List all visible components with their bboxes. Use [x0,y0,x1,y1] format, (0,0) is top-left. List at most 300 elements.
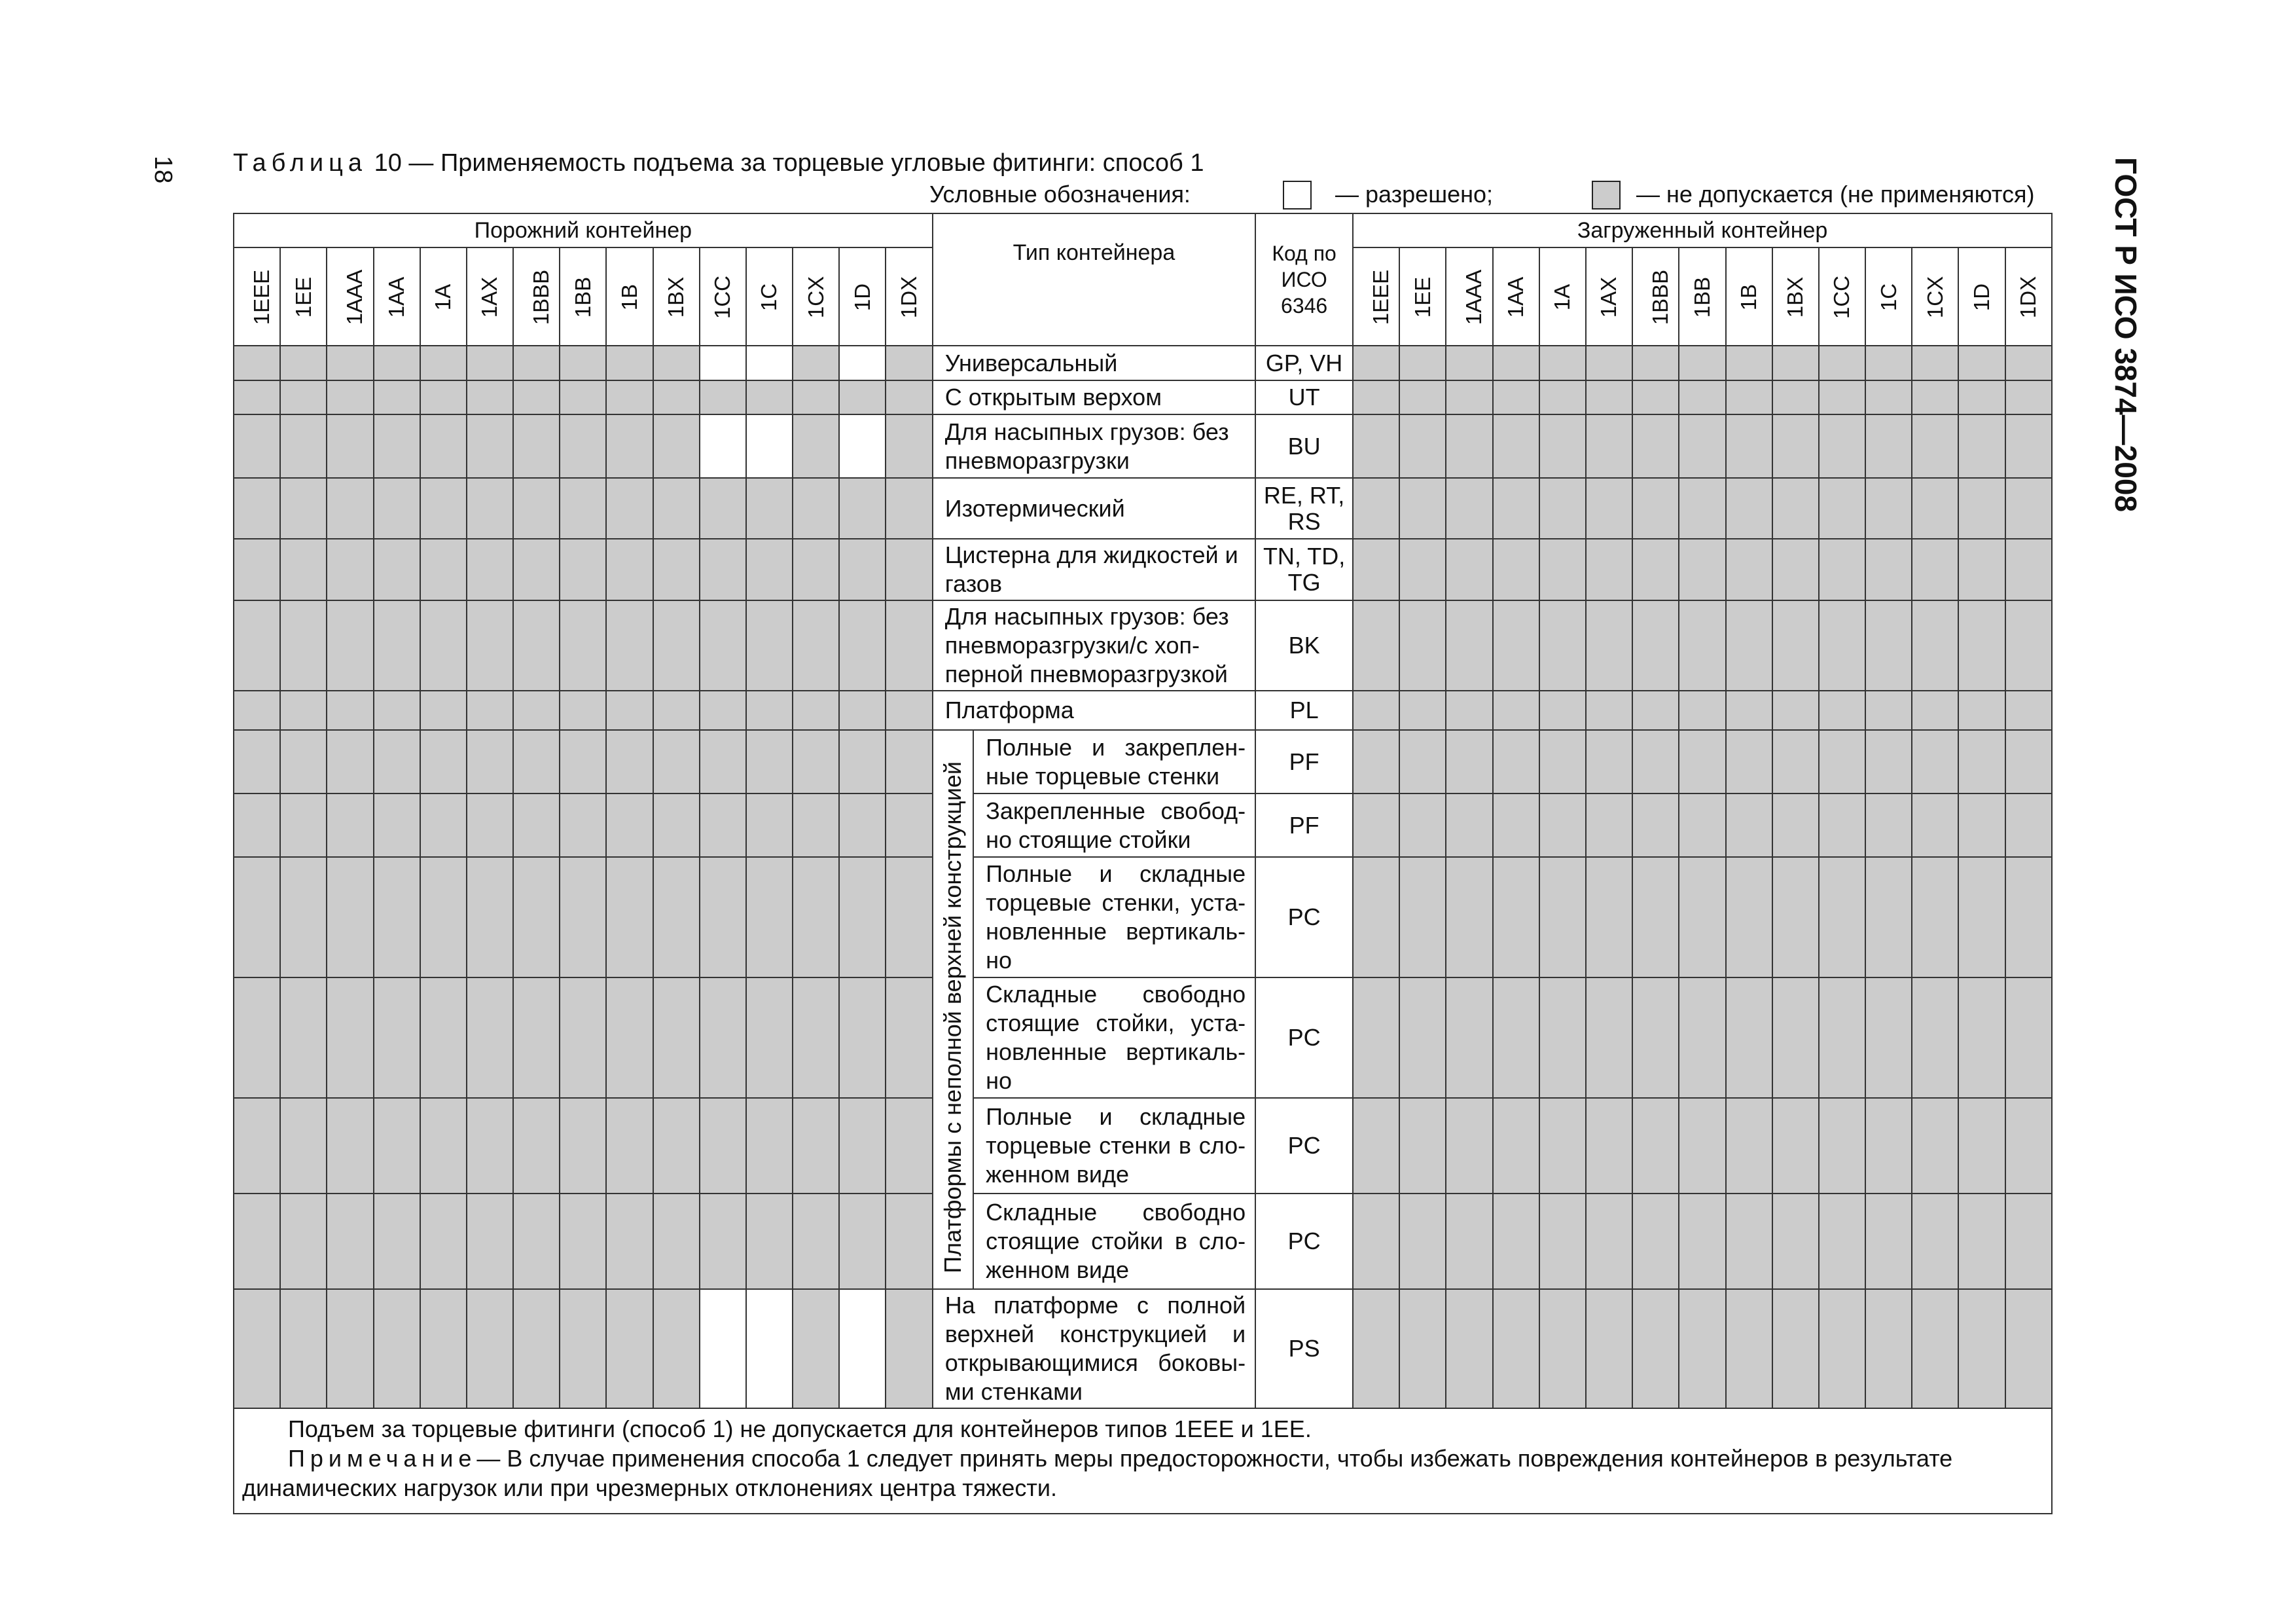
not-allowed-cell [839,1194,886,1289]
not-allowed-cell [1586,600,1632,691]
not-allowed-cell [467,793,513,857]
code-label: 1CX [1922,276,1947,319]
table-header-row-1 [234,213,2052,247]
iso-header-line-1: Код по [1272,242,1336,265]
not-allowed-cell [327,380,373,414]
table-caption [233,149,1204,177]
legend-allowed-swatch [1283,181,1312,210]
empty-code-header [606,247,653,346]
not-allowed-cell [1679,1098,1725,1194]
not-allowed-cell [1586,730,1632,793]
not-allowed-cell [1679,478,1725,539]
loaded-code-header [1586,247,1632,346]
not-allowed-cell [2005,691,2052,730]
applicability-table [233,213,2053,1514]
allowed-cell [746,1289,793,1408]
empty-code-header [886,247,932,346]
not-allowed-cell [746,857,793,977]
note-paragraph [242,1444,2043,1503]
not-allowed-cell [280,1194,327,1289]
not-allowed-cell [1539,346,1586,380]
not-allowed-cell [1772,380,1819,414]
not-allowed-cell [793,793,839,857]
not-allowed-cell [1446,600,1492,691]
not-allowed-cell [606,1194,653,1289]
not-allowed-cell [886,600,932,691]
not-allowed-cell [1958,730,2005,793]
iso-code: UT [1255,380,1353,414]
not-allowed-cell [2005,1098,2052,1194]
not-allowed-cell [560,793,606,857]
not-allowed-cell [560,977,606,1098]
not-allowed-cell [420,1098,467,1194]
not-allowed-cell [1399,691,1446,730]
not-allowed-cell [839,793,886,857]
not-allowed-cell [886,478,932,539]
not-allowed-cell [1632,730,1679,793]
not-allowed-cell [1539,539,1586,600]
not-allowed-cell [1586,1194,1632,1289]
not-allowed-cell [839,600,886,691]
not-allowed-cell [234,1098,280,1194]
empty-code-header [746,247,793,346]
not-allowed-cell [653,478,700,539]
container-type: С открытым верхом [933,380,1255,414]
loaded-code-header [1399,247,1446,346]
loaded-code-header [1912,247,1958,346]
loaded-container-header: Загруженный контейнер [1353,213,2052,247]
not-allowed-cell [1353,1289,1399,1408]
legend-title: Условные обозначения: [929,181,1191,208]
not-allowed-cell [839,1098,886,1194]
not-allowed-cell [1726,600,1772,691]
not-allowed-cell [653,1098,700,1194]
loaded-code-header [1539,247,1586,346]
not-allowed-cell [1446,857,1492,977]
not-allowed-cell [1493,380,1539,414]
not-allowed-cell [1586,857,1632,977]
code-label: 1A [431,283,456,311]
not-allowed-cell [1493,691,1539,730]
not-allowed-cell [1726,346,1772,380]
not-allowed-cell [280,793,327,857]
table-notes [234,1408,2052,1514]
not-allowed-cell [420,977,467,1098]
iso-code: PC [1255,857,1353,977]
empty-code-header [234,247,280,346]
not-allowed-cell [1772,793,1819,857]
not-allowed-cell [1958,1098,2005,1194]
not-allowed-cell [606,1289,653,1408]
not-allowed-cell [1726,1098,1772,1194]
loaded-code-header [1679,247,1725,346]
not-allowed-cell [793,600,839,691]
empty-code-header [560,247,606,346]
document-id: ГОСТ Р ИСО 3874—2008 [2109,157,2143,513]
not-allowed-cell [420,730,467,793]
not-allowed-cell [374,380,420,414]
iso-code: TN, TD, TG [1255,539,1353,600]
not-allowed-cell [746,380,793,414]
not-allowed-cell [1539,478,1586,539]
not-allowed-cell [280,857,327,977]
not-allowed-cell [1539,977,1586,1098]
not-allowed-cell [653,730,700,793]
iso-header-line-2: ИСО [1281,268,1327,291]
not-allowed-cell [513,977,560,1098]
code-label: 1AA [384,276,409,318]
not-allowed-cell [467,346,513,380]
not-allowed-cell [467,600,513,691]
not-allowed-cell [1912,793,1958,857]
iso-code: RE, RT, RS [1255,478,1353,539]
not-allowed-cell [1632,380,1679,414]
not-allowed-cell [1679,857,1725,977]
not-allowed-cell [700,857,746,977]
not-allowed-cell [1679,539,1725,600]
not-allowed-cell [1912,539,1958,600]
not-allowed-cell [1819,1098,1865,1194]
not-allowed-cell [1726,977,1772,1098]
not-allowed-cell [1865,539,1912,600]
not-allowed-cell [2005,730,2052,793]
not-allowed-cell [234,414,280,478]
table-row [234,539,2052,600]
empty-code-header [374,247,420,346]
not-allowed-cell [327,1098,373,1194]
table-row [234,793,2052,857]
not-allowed-cell [1586,346,1632,380]
not-allowed-cell [746,600,793,691]
code-label: 1C [1876,283,1901,312]
not-allowed-cell [1865,730,1912,793]
table-row [234,346,2052,380]
not-allowed-cell [1586,1098,1632,1194]
not-allowed-cell [1772,857,1819,977]
not-allowed-cell [1586,478,1632,539]
code-label: 1C [757,283,781,312]
not-allowed-cell [280,1098,327,1194]
not-allowed-cell [606,414,653,478]
not-allowed-cell [839,380,886,414]
not-allowed-cell [467,857,513,977]
not-allowed-cell [1865,380,1912,414]
not-allowed-cell [1912,414,1958,478]
not-allowed-cell [1819,1289,1865,1408]
not-allowed-cell [1493,857,1539,977]
not-allowed-cell [1772,346,1819,380]
not-allowed-cell [653,1194,700,1289]
not-allowed-cell [560,1289,606,1408]
not-allowed-cell [327,691,373,730]
iso-header-line-3: 6346 [1281,294,1328,318]
not-allowed-cell [1586,414,1632,478]
container-type: Складные свободно стоящие стойки, уста-новленные вертикаль-но [973,977,1255,1098]
not-allowed-cell [420,793,467,857]
not-allowed-cell [793,691,839,730]
not-allowed-cell [513,793,560,857]
loaded-code-header [1958,247,2005,346]
code-label: 1D [1969,283,1994,312]
not-allowed-cell [700,539,746,600]
not-allowed-cell [1865,1289,1912,1408]
legend-allowed-label: — разрешено; [1335,181,1493,208]
not-allowed-cell [1819,414,1865,478]
not-allowed-cell [700,380,746,414]
loaded-code-header [1493,247,1539,346]
code-label: 1EE [1410,276,1435,318]
container-type: Закрепленные свобод-но стоящие стойки [973,793,1255,857]
not-allowed-cell [234,539,280,600]
not-allowed-cell [746,730,793,793]
not-allowed-cell [1772,1194,1819,1289]
not-allowed-cell [1493,346,1539,380]
not-allowed-cell [1958,346,2005,380]
not-allowed-cell [2005,380,2052,414]
allowed-cell [746,346,793,380]
not-allowed-cell [513,857,560,977]
code-label: 1AAA [1462,269,1486,325]
not-allowed-cell [653,346,700,380]
not-allowed-cell [1958,793,2005,857]
not-allowed-cell [1632,346,1679,380]
not-allowed-cell [374,977,420,1098]
not-allowed-cell [1539,414,1586,478]
note-restriction: Подъем за торцевые фитинги (способ 1) не допускается для контейнеров типов 1EEE и 1EE. [288,1415,1312,1442]
not-allowed-cell [1912,730,1958,793]
not-allowed-cell [560,539,606,600]
not-allowed-cell [1353,414,1399,478]
not-allowed-cell [793,478,839,539]
not-allowed-cell [653,414,700,478]
not-allowed-cell [280,414,327,478]
not-allowed-cell [1772,691,1819,730]
code-label: 1AA [1503,276,1528,318]
not-allowed-cell [327,793,373,857]
not-allowed-cell [513,414,560,478]
loaded-code-header [1632,247,1679,346]
not-allowed-cell [1539,793,1586,857]
not-allowed-cell [1772,730,1819,793]
code-label: 1BX [664,276,689,318]
not-allowed-cell [1912,691,1958,730]
not-allowed-cell [1632,414,1679,478]
not-allowed-cell [374,414,420,478]
not-allowed-cell [1353,793,1399,857]
not-allowed-cell [1353,380,1399,414]
not-allowed-cell [1493,600,1539,691]
not-allowed-cell [280,600,327,691]
not-allowed-cell [1353,691,1399,730]
empty-code-header [420,247,467,346]
not-allowed-cell [1958,380,2005,414]
table-row [234,380,2052,414]
iso-code-header [1255,213,1353,346]
not-allowed-cell [1399,380,1446,414]
not-allowed-cell [793,539,839,600]
not-allowed-cell [1912,478,1958,539]
table-row [234,730,2052,793]
code-label: 1BBB [529,269,554,325]
loaded-code-header [1865,247,1912,346]
code-label: 1B [617,283,641,311]
not-allowed-cell [1632,1098,1679,1194]
empty-code-header [280,247,327,346]
not-allowed-cell [1399,977,1446,1098]
not-allowed-cell [606,346,653,380]
not-allowed-cell [1726,1289,1772,1408]
not-allowed-cell [1726,793,1772,857]
not-allowed-cell [1539,1194,1586,1289]
page-number: 18 [149,156,177,184]
container-type: На платформе с полной верхней конструкцией и открывающимися боковы-ми стенками [933,1289,1255,1408]
not-allowed-cell [746,539,793,600]
not-allowed-cell [1865,346,1912,380]
not-allowed-cell [1772,414,1819,478]
not-allowed-cell [1865,478,1912,539]
not-allowed-cell [327,857,373,977]
not-allowed-cell [700,1098,746,1194]
not-allowed-cell [2005,977,2052,1098]
not-allowed-cell [1399,414,1446,478]
empty-code-header [839,247,886,346]
not-allowed-cell [606,1098,653,1194]
not-allowed-cell [560,1194,606,1289]
not-allowed-cell [513,1289,560,1408]
not-allowed-cell [1958,1194,2005,1289]
not-allowed-cell [2005,414,2052,478]
iso-code: PF [1255,793,1353,857]
not-allowed-cell [1493,1289,1539,1408]
empty-code-header [467,247,513,346]
code-label: 1EEE [249,269,274,325]
not-allowed-cell [1726,1194,1772,1289]
not-allowed-cell [606,793,653,857]
not-allowed-cell [1772,539,1819,600]
iso-code: PL [1255,691,1353,730]
not-allowed-cell [1679,380,1725,414]
not-allowed-cell [513,346,560,380]
not-allowed-cell [467,1289,513,1408]
not-allowed-cell [1912,346,1958,380]
not-allowed-cell [1399,730,1446,793]
container-type: Полные и закреплен-ные торцевые стенки [973,730,1255,793]
not-allowed-cell [1958,600,2005,691]
not-allowed-cell [700,793,746,857]
not-allowed-cell [1353,539,1399,600]
not-allowed-cell [1539,730,1586,793]
container-type: Полные и складные торцевые стенки, уста-новленные вертикаль-но [973,857,1255,977]
not-allowed-cell [1632,1194,1679,1289]
not-allowed-cell [1399,1289,1446,1408]
not-allowed-cell [467,730,513,793]
not-allowed-cell [1493,730,1539,793]
not-allowed-cell [467,380,513,414]
not-allowed-cell [1679,691,1725,730]
not-allowed-cell [513,539,560,600]
not-allowed-cell [746,1098,793,1194]
not-allowed-cell [1819,478,1865,539]
not-allowed-cell [280,691,327,730]
not-allowed-cell [839,857,886,977]
not-allowed-cell [1679,730,1725,793]
code-label: 1AAA [342,269,367,325]
not-allowed-cell [2005,346,2052,380]
not-allowed-cell [2005,793,2052,857]
not-allowed-cell [653,977,700,1098]
container-type: Для насыпных грузов: без пневморазгрузки/с хоп-перной пневморазгрузкой [933,600,1255,691]
not-allowed-cell [1399,1194,1446,1289]
not-allowed-cell [327,730,373,793]
not-allowed-cell [606,380,653,414]
not-allowed-cell [1912,1194,1958,1289]
not-allowed-cell [1539,1098,1586,1194]
not-allowed-cell [280,478,327,539]
not-allowed-cell [653,1289,700,1408]
not-allowed-cell [234,793,280,857]
not-allowed-cell [606,977,653,1098]
empty-code-header [513,247,560,346]
not-allowed-cell [1958,414,2005,478]
code-label: 1EE [291,276,315,318]
not-allowed-cell [327,414,373,478]
not-allowed-cell [280,380,327,414]
not-allowed-cell [700,730,746,793]
not-allowed-cell [560,414,606,478]
not-allowed-cell [1353,857,1399,977]
not-allowed-cell [234,478,280,539]
not-allowed-cell [2005,1194,2052,1289]
not-allowed-cell [1772,1098,1819,1194]
not-allowed-cell [653,691,700,730]
not-allowed-cell [1446,977,1492,1098]
not-allowed-cell [374,1098,420,1194]
code-label: 1EEE [1369,269,1393,325]
not-allowed-cell [1586,691,1632,730]
not-allowed-cell [793,730,839,793]
not-allowed-cell [1772,1289,1819,1408]
not-allowed-cell [1958,478,2005,539]
not-allowed-cell [327,977,373,1098]
table-row [234,691,2052,730]
not-allowed-cell [374,346,420,380]
not-allowed-cell [1632,857,1679,977]
not-allowed-cell [2005,857,2052,977]
not-allowed-cell [1679,600,1725,691]
not-allowed-cell [1586,977,1632,1098]
not-allowed-cell [1912,1098,1958,1194]
not-allowed-cell [1399,793,1446,857]
not-allowed-cell [560,478,606,539]
not-allowed-cell [886,346,932,380]
code-label: 1A [1550,283,1575,311]
code-label: 1DX [897,276,922,319]
not-allowed-cell [1726,414,1772,478]
not-allowed-cell [420,346,467,380]
not-allowed-cell [653,539,700,600]
not-allowed-cell [1865,414,1912,478]
not-allowed-cell [280,1289,327,1408]
not-allowed-cell [374,1289,420,1408]
iso-code: GP, VH [1255,346,1353,380]
not-allowed-cell [1493,977,1539,1098]
not-allowed-cell [1399,1098,1446,1194]
not-allowed-cell [420,600,467,691]
iso-code: PC [1255,1098,1353,1194]
legend-not-allowed-label: — не допускается (не применяются) [1636,181,2035,208]
not-allowed-cell [327,539,373,600]
not-allowed-cell [1493,478,1539,539]
